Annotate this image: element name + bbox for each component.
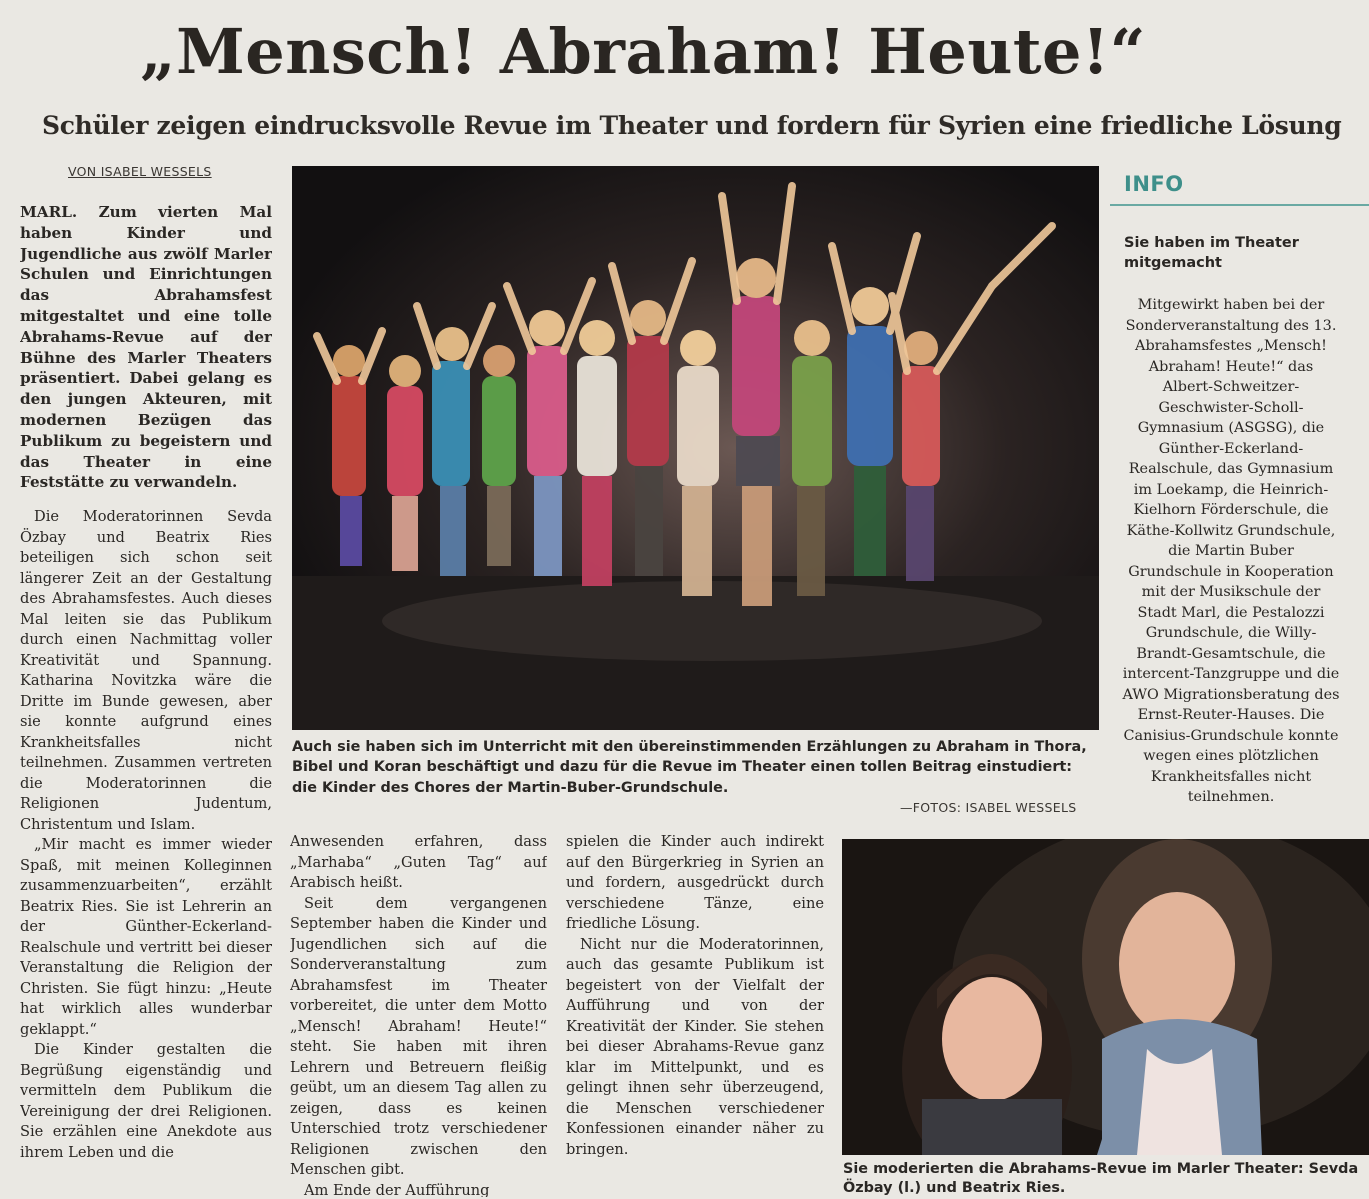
byline: VON ISABEL WESSELS <box>68 164 212 179</box>
body-paragraph: Am Ende der Aufführung <box>304 1181 490 1197</box>
body-paragraph: Anwesenden erfahren, dass „Marhaba“ „Guten Tag“ auf Arabisch heißt. <box>290 833 547 891</box>
subheadline: Schüler zeigen eindrucksvolle Revue im Theater und fordern für Syrien eine friedliche Lösung <box>42 111 1342 140</box>
body-paragraph: spielen die Kinder auch indirekt auf den Bürgerkrieg in Syrien an und fordern, ausgedrückt durch verschiedene Tänze, eine friedliche Lösung. <box>566 833 824 932</box>
moderators-photo <box>842 839 1369 1155</box>
choir-photo <box>292 166 1099 730</box>
headline: „Mensch! Abraham! Heute!“ <box>140 15 1146 88</box>
article-column-3 <box>566 832 824 1197</box>
body-paragraph: „Mir macht es immer wieder Spaß, mit meinen Kolleginnen zusammenzuarbeiten“, erzählt Beatrix Ries. Sie ist Lehrerin an der Günther-Eckerland-Realschule und vertritt bei dieser Veranstaltung die Religion der Christen. Sie fügt hinzu: „Heute hat wirklich alles wunderbar geklappt.“ <box>20 836 272 1038</box>
photo-credit: —FOTOS: ISABEL WESSELS <box>900 800 1077 815</box>
info-box-heading: Sie haben im Theater mitgemacht <box>1124 235 1299 271</box>
article-column-2 <box>290 832 547 1197</box>
body-paragraph: Seit dem vergangenen September haben die Kinder und Jugendlichen sich auf die Sonderveranstaltung zum Abrahamsfest im Theater vorbereitet, die unter dem Motto „Mensch! Abraham! Heute!“ steht. Sie haben mit ihren Lehrern und Betreuern fleißig geübt, um an diesem Tag allen zu zeigen, dass es keinen Unterschied trotz verschiedener Religionen zwischen den Menschen gibt. <box>290 894 547 1178</box>
info-box-title: INFO <box>1124 172 1184 196</box>
photo-caption: Auch sie haben sich im Unterricht mit den übereinstimmenden Erzählungen zu Abraham in Thora, Bibel und Koran beschäftigt und dazu für die Revue im Theater einen tollen Beitrag einstudiert: die Kinder des Chores der Martin-Buber-Grundschule. <box>292 739 1087 796</box>
info-divider <box>1110 204 1369 206</box>
body-paragraph: Die Kinder gestalten die Begrüßung eigenständig und vermitteln dem Publikum die Vereinigung der drei Religionen. Sie erzählen eine Anekdote aus ihrem Leben und die <box>20 1041 272 1161</box>
body-paragraph: Nicht nur die Moderatorinnen, auch das gesamte Publikum ist begeistert von der Vielfalt der Aufführung und von der Kreativität der Kinder. Sie stehen bei dieser Abrahams-Revue ganz klar im Mittelpunkt, und es gelingt ihnen sehr überzeugend, die Menschen verschiedener Konfessionen einander näher zu bringen. <box>566 935 824 1158</box>
choir-illustration <box>292 166 1099 730</box>
info-box-body: Mitgewirkt haben bei der Sonderveranstaltung des 13. Abrahamsfestes „Mensch! Abraham! Heute!“ das Albert-Schweitzer-Geschwister-Scholl-Gymnasium (ASGSG), die Günther-Eckerland-Realschule, das Gymnasium im Loekamp, die Heinrich-Kielhorn Förderschule, die Käthe-Kollwitz Grundschule, die Martin Buber Grundschule in Kooperation mit der Musikschule der Stadt Marl, die Pestalozzi Grundschule, die Willy-Brandt-Gesamtschule, die intercent-Tanzgruppe und die AWO Migrationsberatung des Ernst-Reuter-Hauses. Die Canisius-Grundschule konnte wegen eines plötzlichen Krankheitsfalles nicht teilnehmen. <box>1122 297 1340 805</box>
lead-paragraph: MARL. Zum vierten Mal haben Kinder und Jugendliche aus zwölf Marler Schulen und Einrichtungen das Abrahamsfest mitgestaltet und eine tolle Abrahams-Revue auf der Bühne des Marler Theaters präsentiert. Dabei gelang es den jungen Akteuren, mit modernen Bezügen das Publikum zu begeistern und das Theater in eine Feststätte zu verwandeln. <box>20 203 272 492</box>
small-photo-caption: Sie moderierten die Abrahams-Revue im Marler Theater: Sevda Özbay (l.) und Beatrix Ries. <box>843 1161 1359 1196</box>
moderators-illustration <box>842 839 1369 1155</box>
body-paragraph: Die Moderatorinnen Sevda Özbay und Beatrix Ries beteiligen sich schon seit längerer Zeit an der Gestaltung des Abrahamsfestes. Auch dieses Mal leiten sie das Publikum durch einen Nachmittag voller Kreativität und Spannung. Katharina Novitzka wäre die Dritte im Bunde gewesen, aber sie konnte aufgrund eines Krankheitsfalles nicht teilnehmen. Zusammen vertreten die Moderatorinnen die Religionen Judentum, Christentum und Islam. <box>20 508 272 833</box>
article-column-1 <box>20 202 272 1197</box>
